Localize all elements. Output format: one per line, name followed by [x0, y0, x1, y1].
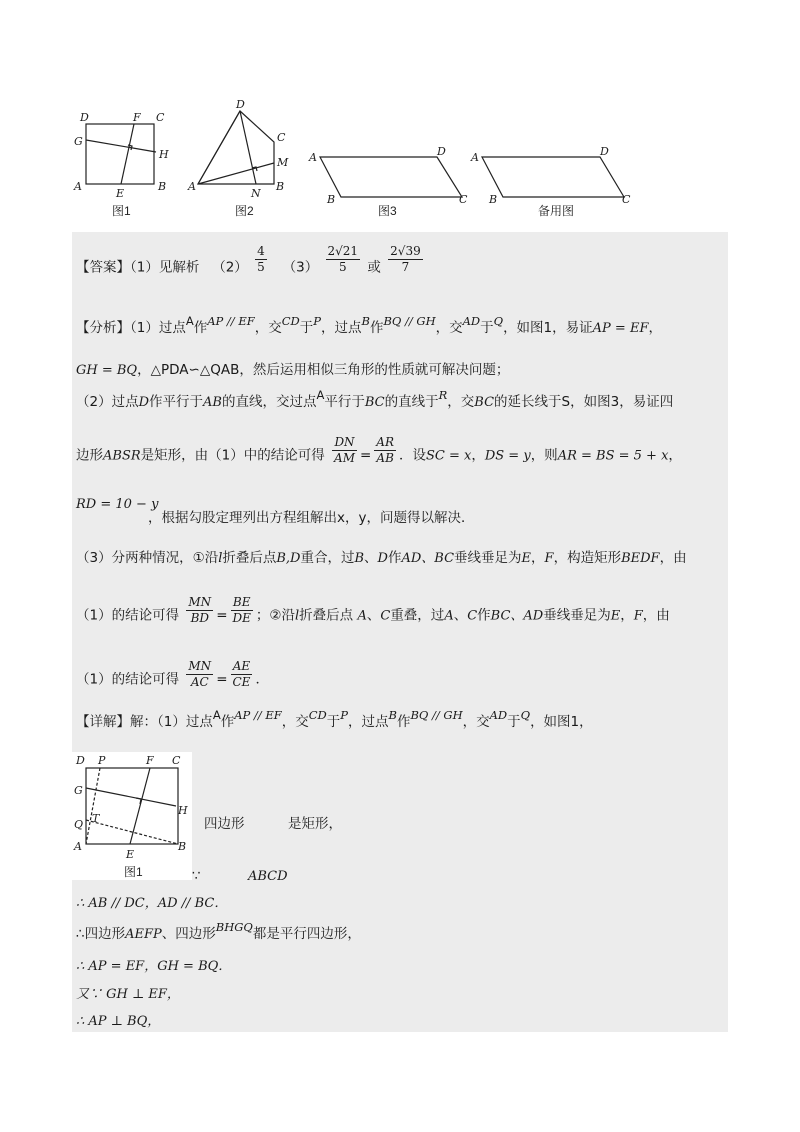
top-figures	[0, 0, 800, 240]
fig1-label-g: G	[74, 135, 83, 148]
fig4-label-b: B	[489, 193, 498, 206]
answer-fraction-3a: $\frac{2√21}{5}$	[327, 244, 359, 274]
analysis-line-4: 边形ABSR是矩形，由（1）中的结论可得 $\frac{DN}{AM}$ = $\frac{AR}{AB}$ ．设SC = x，DS = y，则AR = BS = 5 + x，	[76, 435, 682, 465]
fig1-label-c: C	[156, 111, 165, 124]
fig2-line-dn	[240, 111, 256, 184]
analysis-line-2: GH = BQ，△PDA∽△QAB，然后运用相似三角形的性质就可解决问题；	[76, 362, 510, 378]
fig1-label-a: A	[74, 180, 82, 193]
detail-abcd: ABCD	[248, 869, 288, 884]
answer-line: 【答案】（1）见解析 （2） $\frac{4}{5}$ （3） $\frac{2√21}{5}$ 或 $\frac{2√39}{7}$	[76, 244, 421, 276]
analysis-line-5b: ，根据勾股定理列出方程组解出x，y，问题得以解决．	[148, 510, 475, 526]
fig3-label-a: A	[309, 151, 317, 164]
fig1-line-ef	[121, 124, 134, 184]
fig1-square	[86, 124, 154, 184]
answer-fraction-2: $\frac{4}{5}$	[257, 244, 265, 274]
fig4-label-d: D	[600, 145, 609, 158]
fig4-caption: 备用图	[538, 204, 575, 218]
fig1-label-b: B	[158, 180, 167, 193]
analysis-line-5: RD = 10 − y	[76, 497, 159, 512]
fig1-label-h: H	[159, 148, 169, 161]
answer-fraction-3b: $\frac{2√39}{7}$	[390, 244, 421, 274]
fig3-parallelogram	[320, 157, 462, 197]
fig2-label-b: B	[276, 180, 285, 193]
fig5-label-g: G	[74, 784, 83, 797]
fig5-label-e: E	[126, 848, 135, 861]
fig5-label-f: F	[146, 754, 154, 767]
detail-line-6: ∴ AP ⊥ BQ，	[76, 1014, 161, 1029]
fig3-label-d: D	[437, 145, 446, 158]
fig1-label-e: E	[116, 187, 125, 200]
fig4-label-a: A	[471, 151, 479, 164]
detail-line-5: 又∵ GH ⊥ EF，	[76, 987, 180, 1002]
fig4-parallelogram	[482, 157, 624, 197]
fig2-line-ad	[198, 111, 240, 184]
detail-figure	[72, 752, 192, 880]
fig3-label-c: C	[459, 193, 468, 206]
analysis-line-1: 【分析】（1）过点A作AP // EF，交CD于P，过点B作BQ // GH，交AD于Q，如图1，易证AP = EF，	[76, 314, 662, 336]
fig5-label-t: T	[92, 812, 100, 825]
analysis-line-3: （2）过点D作平行于AB的直线，交过点A平行于BC的直线于R，交BC的延长线于S，如图3，易证四	[76, 388, 674, 410]
fig5-label-h: H	[178, 804, 188, 817]
detail-shijuxing: 是矩形，	[288, 816, 342, 832]
fig1-caption: 图1	[112, 204, 131, 218]
analysis-line-7: （1）的结论可得 $\frac{MN}{BD}$ = $\frac{BE}{DE}$ ；②沿l折叠后点 A、C重叠，过A、C作BC、AD垂线垂足为E，F，由	[76, 595, 670, 625]
detail-line-3: ∴四边形AEFP、四边形BHGQ都是平行四边形，	[76, 920, 361, 942]
fig2-label-c: C	[277, 131, 286, 144]
detail-because: ∵	[192, 868, 201, 884]
fig5-label-q: Q	[74, 818, 84, 831]
fig1-label-d: D	[80, 111, 89, 124]
fig5-label-d: D	[76, 754, 85, 767]
detail-line-4: ∴ AP = EF，GH = BQ．	[76, 959, 232, 974]
fig5-label-a: A	[74, 840, 82, 853]
answer-label: 【答案】	[76, 259, 130, 276]
fig3-caption: 图3	[378, 204, 397, 218]
fig5-label-c: C	[172, 754, 181, 767]
detail-line-2: ∴ AB // DC，AD // BC．	[76, 896, 228, 911]
fig5-label-b: B	[178, 840, 187, 853]
fig2-label-n: N	[251, 187, 261, 200]
detail-sibianxing: 四边形	[204, 816, 245, 832]
fig1-line-gh	[86, 140, 156, 152]
fig2-label-d: D	[236, 98, 245, 111]
detail-line-1: 【详解】解：（1）过点A作AP // EF，交CD于P，过点B作BQ // GH，交AD于Q，如图1，	[76, 708, 593, 730]
fig3-label-b: B	[327, 193, 336, 206]
analysis-line-6: （3）分两种情况，①沿l折叠后点B,D重合，过B、D作AD、BC垂线垂足为E，F，构造矩形BEDF，由	[76, 550, 687, 566]
fig1-label-f: F	[133, 111, 141, 124]
analysis-line-8: （1）的结论可得 $\frac{MN}{AC}$ = $\frac{AE}{CE}$ ．	[76, 659, 269, 689]
fig2-caption: 图2	[235, 204, 254, 218]
fig4-label-c: C	[622, 193, 631, 206]
fig2-label-m: M	[277, 156, 289, 169]
fig5-caption: 图1	[124, 865, 143, 879]
fig2-label-a: A	[188, 180, 196, 193]
fig5-label-p: P	[98, 754, 106, 767]
fig2-line-am	[198, 163, 274, 184]
